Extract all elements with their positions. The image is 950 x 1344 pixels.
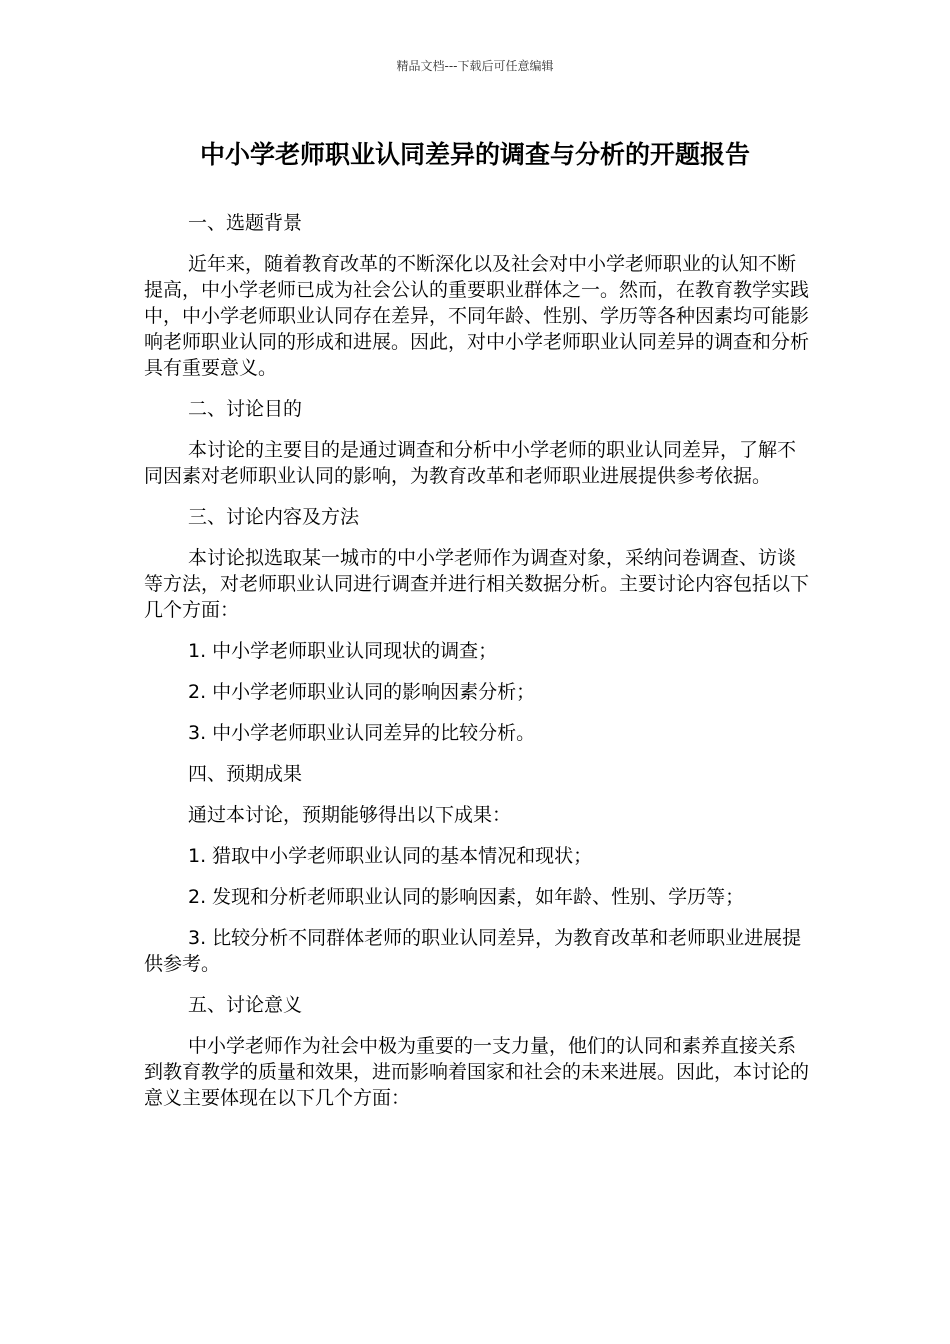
list-item: 3. 比较分析不同群体老师的职业认同差异，为教育改革和老师职业进展提供参考。 [144,927,802,975]
section-heading-significance: 五、讨论意义 [188,994,303,1016]
section-paragraph-significance: 中小学老师作为社会中极为重要的一支力量，他们的认同和素养直接关系到教育教学的质量和效果，进而影响着国家和社会的未来进展。因此，本讨论的意义主要体现在以下几个方面： [144,1035,810,1109]
section-paragraph-background: 近年来，随着教育改革的不断深化以及社会对中小学老师职业的认知不断提高，中小学老师已成为社会公认的重要职业群体之一。然而，在教育教学实践中，中小学老师职业认同存在差异，不同年龄、性别、学历等各种因素均可能影响老师职业认同的形成和进展。因此，对中小学老师职业认同差异的调查和分析具有重要意义。 [144,253,810,379]
list-item: 2. 发现和分析老师职业认同的影响因素，如年龄、性别、学历等； [188,886,745,908]
document-body [144,210,812,1126]
section-heading-expected-results: 四、预期成果 [188,763,303,785]
section-heading-background: 一、选题背景 [188,212,303,234]
section-paragraph-purpose: 本讨论的主要目的是通过调查和分析中小学老师的职业认同差异，了解不同因素对老师职业认同的影响，为教育改革和老师职业进展提供参考依据。 [144,439,797,487]
list-item: 2. 中小学老师职业认同的影响因素分析； [188,681,536,703]
list-item: 1. 中小学老师职业认同现状的调查； [188,640,498,662]
section-paragraph-content-methods: 本讨论拟选取某一城市的中小学老师作为调查对象，采纳问卷调查、访谈等方法，对老师职业认同进行调查并进行相关数据分析。主要讨论内容包括以下几个方面： [144,547,810,621]
page-header: 精品文档---下载后可任意编辑 [396,59,554,73]
section-intro-expected-results: 通过本讨论，预期能够得出以下成果： [188,804,512,826]
list-item: 1. 猎取中小学老师职业认同的基本情况和现状； [188,845,593,867]
section-heading-purpose: 二、讨论目的 [188,398,303,420]
section-heading-content-methods: 三、讨论内容及方法 [188,506,360,528]
list-item: 3. 中小学老师职业认同差异的比较分析。 [188,722,536,744]
document-title: 中小学老师职业认同差异的调查与分析的开题报告 [199,140,750,169]
